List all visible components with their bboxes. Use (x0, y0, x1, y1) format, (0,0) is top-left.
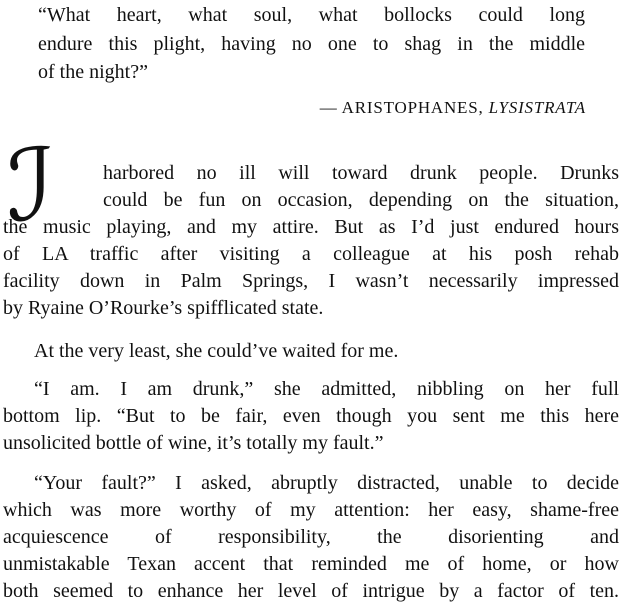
text-line: of the night?” (38, 61, 148, 83)
attribution-work-title: LYSISTRATA (488, 97, 586, 117)
text-line: At the very least, she could’ve waited for me. (34, 339, 399, 362)
epigraph-quote (38, 1, 585, 87)
drop-cap-letter-i: ℐ (7, 126, 54, 244)
paragraph (3, 376, 619, 457)
text-line: unmistakable Texan accent that reminded me of home, or how (3, 552, 619, 575)
epigraph-attribution (3, 97, 586, 119)
text-line: “I am. I am drunk,” she admitted, nibbling on her full (34, 377, 619, 400)
attribution-author: — ARISTOPHANES, (319, 97, 489, 117)
text-line: harbored no ill will toward drunk people. Drunks (103, 161, 619, 184)
text-line: “Your fault?” I asked, abruptly distracted, unable to decide (34, 471, 619, 494)
text-line: acquiescence of responsibility, the disorienting and (3, 525, 619, 548)
text-line: could be fun on occasion, depending on the situation, (103, 188, 619, 211)
text-line: facility down in Palm Springs, I wasn’t necessarily impressed (3, 269, 619, 292)
drop-cap (3, 126, 103, 244)
text-line: the music playing, and my attire. But as I’d just endured hours (3, 215, 619, 238)
text-line: of LA traffic after visiting a colleague at his posh rehab (3, 242, 619, 265)
text-line: both seemed to enhance her level of intrigue by a factor of ten. (3, 579, 619, 602)
text-line: by Ryaine O’Rourke’s spifflicated state. (3, 296, 324, 319)
text-line: bottom lip. “But to be fair, even though you sent me this here (3, 404, 619, 427)
text-line: endure this plight, having no one to shag in the middle (38, 32, 585, 55)
paragraph (3, 338, 619, 365)
text-line: which was more worthy of my attention: her easy, shame-free (3, 498, 619, 521)
text-line: “What heart, what soul, what bollocks could long (38, 4, 585, 26)
paragraph-opening (3, 126, 619, 322)
paragraph (3, 470, 619, 605)
text-line: unsolicited bottle of wine, it’s totally my fault.” (3, 431, 384, 454)
